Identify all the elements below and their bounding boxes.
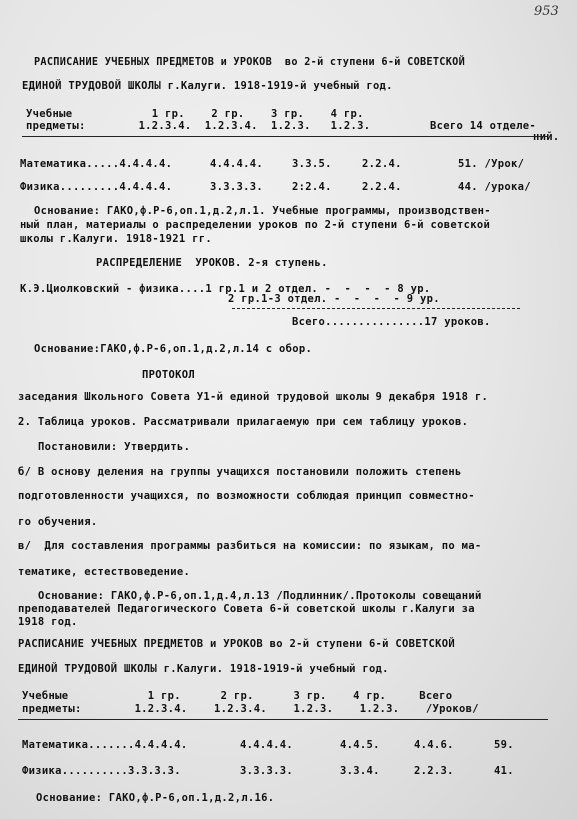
basis1-line2: ный план, материалы о распределении уроков по 2-й ступени 6-й советской xyxy=(20,219,491,231)
table1-row-physics-total: 44. /урока/ xyxy=(458,181,531,193)
protocol-line1: заседания Школьного Совета У1-й единой трудовой школы 9 декабря 1918 г. xyxy=(18,391,489,403)
table2-row-physics-g3: 3.3.4. xyxy=(340,765,380,777)
basis3-line3: 1918 год. xyxy=(18,616,78,628)
table1-row-physics-g3: 2:2.4. xyxy=(292,181,332,193)
table1-header-row2: предметы: 1.2.3.4. 1.2.3.4. 1.2.3. 1.2.3. xyxy=(26,120,371,132)
table2-row-math-g3: 4.4.5. xyxy=(340,739,380,751)
table1-row-math-g2: 4.4.4.4. xyxy=(210,158,263,170)
table1-row-physics-g4: 2.2.4. xyxy=(362,181,402,193)
archive-page-number: 953 xyxy=(534,4,559,19)
table1-row-physics-subject: Физика.........4.4.4.4. xyxy=(20,181,173,193)
table2-header-row1: Учебные 1 гр. 2 гр. 3 гр. 4 гр. Всего xyxy=(22,690,453,702)
table1-total-label-cont: ний. xyxy=(533,131,560,143)
protocol-line3: Постановили: Утвердить. xyxy=(38,441,191,453)
table2-row-math-total: 59. xyxy=(494,739,514,751)
distribution-total: Всего...............17 уроков. xyxy=(292,316,491,328)
basis3-line1: Основание: ГАКО,ф.Р-6,оп.1,д.4,л.13 /Подлинник/.Протоколы совещаний xyxy=(38,590,482,602)
basis1-line1: Основание: ГАКО,ф.Р-6,оп.1,д.2,л.1. Учебные программы, производствен- xyxy=(34,205,491,217)
protocol-title: ПРОТОКОЛ xyxy=(142,369,195,381)
table1-header-row1: Учебные 1 гр. 2 гр. 3 гр. 4 гр. xyxy=(26,108,364,120)
heading-line-4: ЕДИНОЙ ТРУДОВОЙ ШКОЛЫ г.Калуги. 1918-1919-й учебный год. xyxy=(18,663,389,675)
basis2: Основание:ГАКО,ф.Р-6,оп.1,д.2,л.14 с обор. xyxy=(34,343,313,355)
table1-row-math-g4: 2.2.4. xyxy=(362,158,402,170)
protocol-line2: 2. Таблица уроков. Рассматривали прилагаемую при сем таблицу уроков. xyxy=(18,416,469,428)
table2-row-math-g4: 4.4.6. xyxy=(414,739,454,751)
distribution-line2: 2 гр.1-3 отдел. - - - - 9 ур. xyxy=(228,293,440,305)
heading-line-1: РАСПИСАНИЕ УЧЕБНЫХ ПРЕДМЕТОВ и УРОКОВ во 2-й ступени 6-й СОВЕТСКОЙ xyxy=(34,57,466,68)
basis1-line3: школы г.Калуги. 1918-1921 гг. xyxy=(20,233,213,245)
table1-header-rule xyxy=(22,136,547,137)
table2-row-math-g2: 4.4.4.4. xyxy=(240,739,293,751)
distribution-rule xyxy=(232,308,520,309)
protocol-line7: в/ Для составления программы разбиться на комиссии: по языкам, по ма- xyxy=(18,540,482,552)
table2-row-physics-total: 41. xyxy=(494,765,514,777)
heading-line-3: РАСПИСАНИЕ УЧЕБНЫХ ПРЕДМЕТОВ и УРОКОВ во 2-й ступени 6-й СОВЕТСКОЙ xyxy=(18,638,456,650)
table2-row-math-subject: Математика.......4.4.4.4. xyxy=(22,739,188,751)
table1-total-label: Всего 14 отделе- xyxy=(430,120,536,132)
table2-header-row2: предметы: 1.2.3.4. 1.2.3.4. 1.2.3. 1.2.3. /Уроков/ xyxy=(22,703,479,715)
protocol-line8: тематике, естествоведение. xyxy=(18,566,191,578)
distribution-line1: К.Э.Циолковский - физика....1 гр.1 и 2 отдел. - - - - 8 ур. xyxy=(20,283,431,295)
table1-row-math-g3: 3.3.5. xyxy=(292,158,332,170)
protocol-line5: подготовленности учащихся, по возможности соблюдая принцип совместно- xyxy=(18,490,475,502)
table2-header-rule xyxy=(18,719,548,720)
heading-line-2: ЕДИНОЙ ТРУДОВОЙ ШКОЛЫ г.Калуги. 1918-1919-й учебный год. xyxy=(22,80,393,92)
table2-row-physics-g2: 3.3.3.3. xyxy=(240,765,293,777)
protocol-line6: го обучения. xyxy=(18,516,98,528)
table1-row-math-subject: Математика.....4.4.4.4. xyxy=(20,158,173,170)
table2-row-physics-g4: 2.2.3. xyxy=(414,765,454,777)
table1-row-math-total: 51. /Урок/ xyxy=(458,158,525,170)
distribution-title: РАСПРЕДЕЛЕНИЕ УРОКОВ. 2-я ступень. xyxy=(96,257,328,269)
protocol-line4: б/ В основу деления на группы учащихся постановили положить степень xyxy=(18,466,462,478)
basis4: Основание: ГАКО,ф.Р-6,оп.1,д.2,л.16. xyxy=(36,792,275,804)
table1-row-physics-g2: 3.3.3.3. xyxy=(210,181,263,193)
basis3-line2: преподавателей Педагогического Совета 6-й советской школы г.Калуги за xyxy=(18,603,475,615)
table2-row-physics-subject: Физика..........3.3.3.3. xyxy=(22,765,181,777)
